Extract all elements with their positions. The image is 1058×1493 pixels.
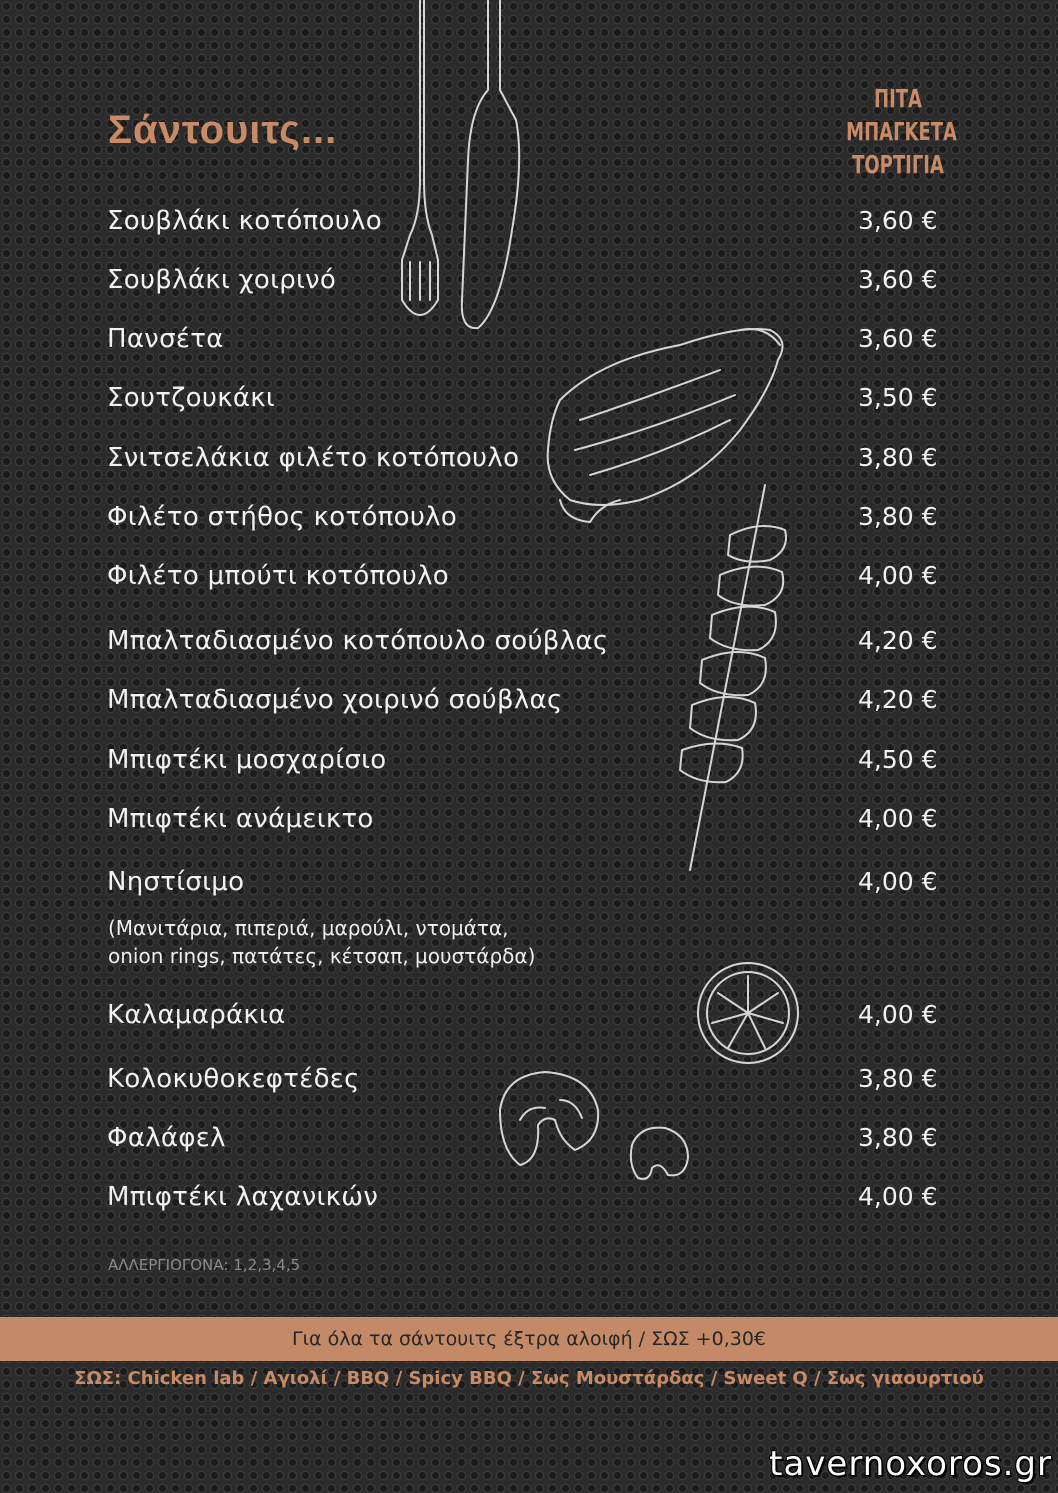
bread-types-header	[846, 82, 957, 181]
menu-item-price: 3,60 €	[858, 324, 938, 353]
mushroom-icon	[500, 1072, 688, 1179]
knife-icon	[462, 0, 519, 328]
bread-type-baguette: ΜΠΑΓΚΕΤΑ	[846, 117, 957, 146]
menu-item-name: Φιλέτο στήθος κοτόπουλο	[107, 502, 458, 532]
menu-item-name: Καλαμαράκια	[107, 1000, 286, 1030]
menu-item-name: Μπιφτέκι λαχανικών	[107, 1182, 379, 1212]
menu-item-price: 3,80 €	[858, 443, 938, 472]
extra-sauce-note: Για όλα τα σάντουιτς έξτρα αλοιφή / ΣΩΣ +0,30€	[292, 1328, 766, 1350]
menu-item-name: Μπιφτέκι ανάμεικτο	[107, 804, 374, 834]
description-line: (Μανιτάρια, πιπεριά, μαρούλι, ντομάτα,	[108, 916, 509, 940]
menu-item-price: 3,80 €	[858, 1064, 938, 1093]
menu-item-name: Κολοκυθοκεφτέδες	[107, 1064, 360, 1094]
section-title: Σάντουιτς...	[108, 108, 338, 152]
menu-item-price: 3,50 €	[858, 383, 938, 412]
bread-type-pita: ΠΙΤΑ	[874, 84, 922, 113]
sauces-list: ΣΩΣ: Chicken lab / Αγιολί / BBQ / Spicy BBQ / Σως Μουστάρδας / Sweet Q / Σως γιαουρτιού	[74, 1368, 984, 1389]
menu-item-name: Μπαλταδιασμένο κοτόπουλο σούβλας	[107, 626, 609, 656]
allergens-note: ΑΛΛΕΡΓΙΟΓΟΝΑ: 1,2,3,4,5	[108, 1256, 301, 1274]
menu-item-price: 4,20 €	[858, 685, 938, 714]
menu-item-price: 4,50 €	[858, 745, 938, 774]
menu-item-price: 4,00 €	[858, 867, 938, 896]
menu-item-price: 4,00 €	[858, 1000, 938, 1029]
menu-item-price: 3,80 €	[858, 1123, 938, 1152]
menu-item-price: 3,60 €	[858, 206, 938, 235]
menu-item-price: 4,00 €	[858, 1182, 938, 1211]
skewer-icon	[680, 485, 786, 870]
menu-item-price: 3,80 €	[858, 502, 938, 531]
description-line: onion rings, πατάτες, κέτσαπ, μουστάρδα)	[108, 944, 536, 968]
menu-item-name: Πανσέτα	[107, 324, 224, 354]
menu-item-price: 4,00 €	[858, 804, 938, 833]
watermark: tavernoxoros.gr	[769, 1444, 1052, 1484]
fork-icon	[402, 0, 438, 315]
menu-item-name: Μπαλταδιασμένο χοιρινό σούβλας	[107, 685, 563, 715]
menu-item-name: Σουτζουκάκι	[107, 383, 276, 413]
menu-item-name: Σουβλάκι χοιρινό	[107, 265, 337, 295]
menu-item-price: 3,60 €	[858, 265, 938, 294]
menu-item-name: Φιλέτο μπούτι κοτόπουλο	[107, 561, 449, 591]
menu-item-name: Μπιφτέκι μοσχαρίσιο	[107, 745, 387, 775]
bread-type-tortilla: ΤΟΡΤΙΓΙΑ	[852, 150, 944, 179]
menu-item-name: Φαλάφελ	[107, 1123, 226, 1153]
menu-item-price: 4,20 €	[858, 626, 938, 655]
menu-item-name: Νηστίσιμο	[107, 867, 245, 897]
menu-item-name: Σνιτσελάκια φιλέτο κοτόπουλο	[107, 443, 520, 473]
extra-sauce-band	[0, 1317, 1058, 1361]
nistisimo-description	[108, 914, 535, 970]
pita-icon	[548, 329, 783, 522]
menu-item-name: Σουβλάκι κοτόπουλο	[107, 206, 382, 236]
lemon-slice-icon	[698, 963, 798, 1063]
menu-item-price: 4,00 €	[858, 561, 938, 590]
